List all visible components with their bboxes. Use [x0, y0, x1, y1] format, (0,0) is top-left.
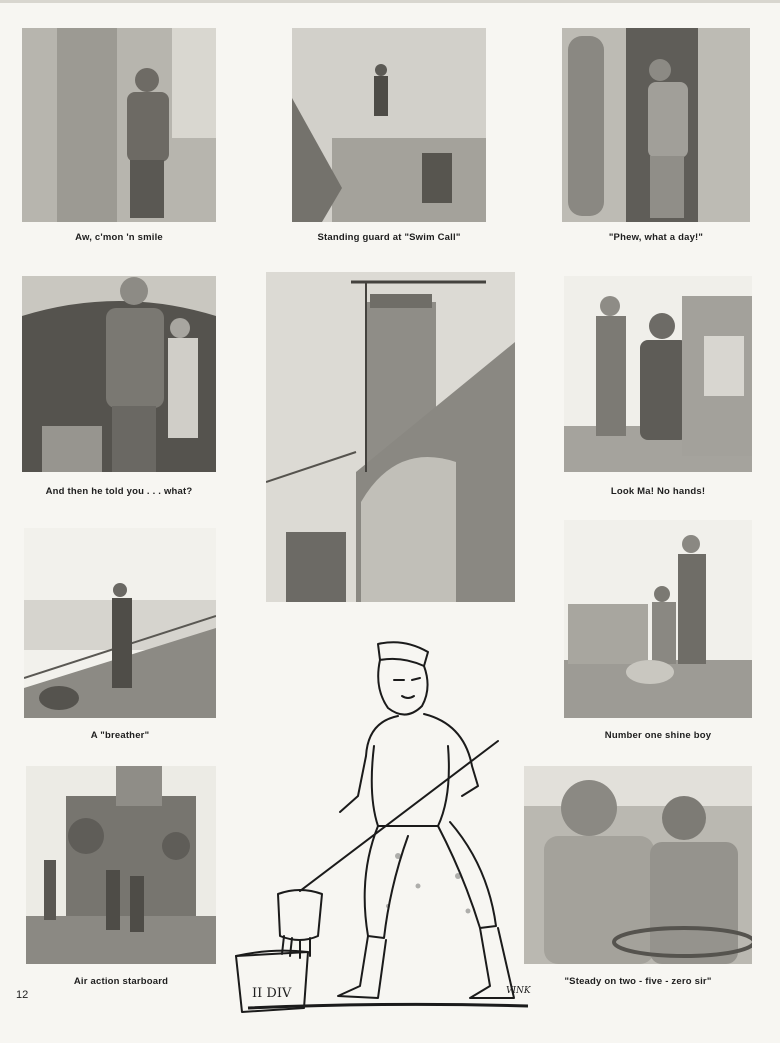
page-number: 12 — [16, 989, 29, 1001]
caption-told-you: And then he told you . . . what? — [45, 486, 193, 497]
photo-shine-boy-image — [564, 520, 752, 718]
photo-ship-stack-image — [266, 272, 515, 602]
photo-breather — [24, 528, 216, 718]
photo-air-action — [26, 766, 216, 964]
caption-swim-call: Standing guard at "Swim Call" — [317, 232, 461, 243]
caption-air-action: Air action starboard — [73, 976, 169, 987]
caption-shine-boy: Number one shine boy — [604, 730, 712, 741]
photo-swim-call — [292, 28, 486, 222]
photo-phew — [562, 28, 750, 222]
caption-no-hands: Look Ma! No hands! — [610, 486, 706, 497]
bucket-label: II DIV — [252, 986, 292, 1001]
photo-steady — [524, 766, 752, 964]
caption-phew: "Phew, what a day!" — [608, 232, 704, 243]
photo-told-you-image — [22, 276, 216, 472]
photo-steady-image — [524, 766, 752, 964]
photo-told-you — [22, 276, 216, 472]
photo-no-hands-image — [564, 276, 752, 472]
photo-smile — [22, 28, 216, 222]
photo-swim-call-image — [292, 28, 486, 222]
caption-breather: A "breather" — [90, 730, 150, 741]
sailor-mopping-sketch — [228, 636, 540, 1016]
artist-signature: VINK — [506, 986, 531, 996]
photo-shine-boy — [564, 520, 752, 718]
photo-air-action-image — [26, 766, 216, 964]
caption-steady: "Steady on two - five - zero sir" — [564, 976, 712, 987]
photo-phew-image — [562, 28, 750, 222]
caption-smile: Aw, c'mon 'n smile — [75, 232, 163, 243]
photo-no-hands — [564, 276, 752, 472]
top-rule — [0, 0, 780, 3]
photo-breather-image — [24, 528, 216, 718]
photo-ship-stack — [266, 272, 515, 602]
photo-smile-image — [22, 28, 216, 222]
